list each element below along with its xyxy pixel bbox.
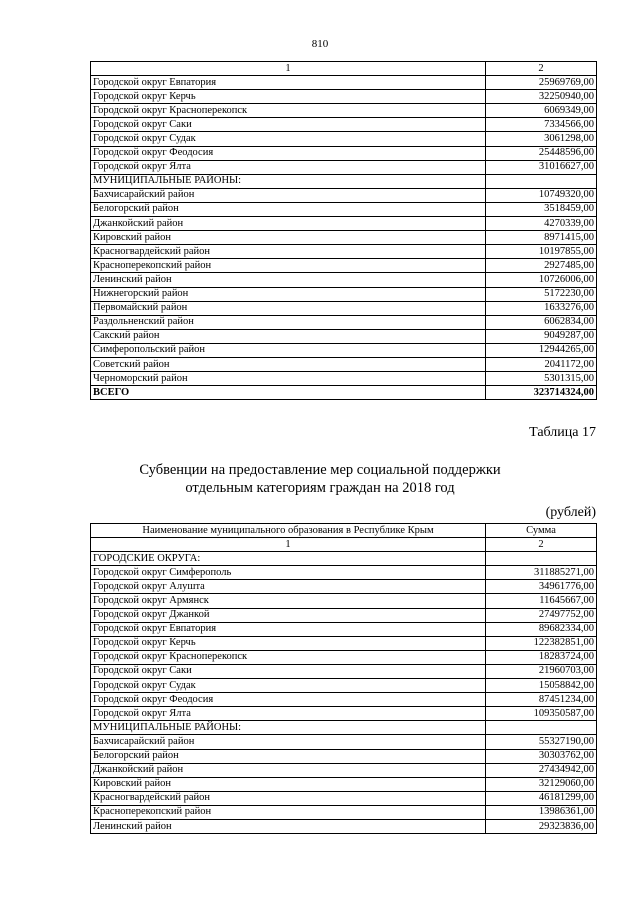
- amount-value: 31016627,00: [486, 160, 597, 174]
- municipality-name: Советский район: [91, 357, 486, 371]
- amount-value: 10749320,00: [486, 188, 597, 202]
- title-line: Субвенции на предоставление мер социальной поддержки: [139, 462, 501, 478]
- municipality-name: Городской округ Симферополь: [91, 566, 486, 580]
- municipality-name: Городской округ Красноперекопск: [91, 650, 486, 664]
- table-row: [91, 287, 597, 301]
- amount-value: 11645667,00: [486, 594, 597, 608]
- amount-value: 87451234,00: [486, 693, 597, 707]
- amount-value: 109350587,00: [486, 707, 597, 721]
- table-row: [91, 146, 597, 160]
- amount-value: 8971415,00: [486, 231, 597, 245]
- municipality-name: Городской округ Судак: [91, 132, 486, 146]
- municipality-name: Городской округ Судак: [91, 679, 486, 693]
- table-row: [91, 259, 597, 273]
- table-row: [91, 679, 597, 693]
- amount-value: 46181299,00: [486, 791, 597, 805]
- municipality-name: Красноперекопский район: [91, 805, 486, 819]
- municipality-name: Бахчисарайский район: [91, 735, 486, 749]
- municipality-name: Красноперекопский район: [91, 259, 486, 273]
- municipality-name: Городской округ Армянск: [91, 594, 486, 608]
- municipality-name: Городской округ Ялта: [91, 160, 486, 174]
- column-number: 1: [91, 62, 486, 76]
- municipality-name: Джанкойский район: [91, 763, 486, 777]
- column-number: 2: [486, 538, 597, 552]
- amount-value: 122382851,00: [486, 636, 597, 650]
- municipality-name: Первомайский район: [91, 301, 486, 315]
- amount-value: 15058842,00: [486, 679, 597, 693]
- table-row: [91, 791, 597, 805]
- table-row: [91, 357, 597, 371]
- municipality-name: Городской округ Саки: [91, 664, 486, 678]
- table-row: [91, 721, 597, 735]
- municipality-name: Раздольненский район: [91, 315, 486, 329]
- table-row: [91, 819, 597, 833]
- amount-value: 30303762,00: [486, 749, 597, 763]
- amount-value: 10197855,00: [486, 245, 597, 259]
- table-row: [91, 636, 597, 650]
- municipality-name: Черноморский район: [91, 372, 486, 386]
- amount-value: 311885271,00: [486, 566, 597, 580]
- title-line: отдельным категориям граждан на 2018 год: [185, 480, 455, 496]
- municipality-name: Красногвардейский район: [91, 791, 486, 805]
- table-row: [91, 315, 597, 329]
- amount-value: 13986361,00: [486, 805, 597, 819]
- amount-value: 9049287,00: [486, 329, 597, 343]
- amount-value: 5301315,00: [486, 372, 597, 386]
- municipality-name: Красногвардейский район: [91, 245, 486, 259]
- municipality-name: Бахчисарайский район: [91, 188, 486, 202]
- amount-value: 29323836,00: [486, 819, 597, 833]
- table-number-row: [91, 538, 597, 552]
- municipality-name: Городской округ Евпатория: [91, 622, 486, 636]
- amount-value: 6062834,00: [486, 315, 597, 329]
- table-row: [91, 805, 597, 819]
- amount-value: 32250940,00: [486, 90, 597, 104]
- table-row: [91, 343, 597, 357]
- table-row: [91, 104, 597, 118]
- table-row: [91, 132, 597, 146]
- column-number: 1: [91, 538, 486, 552]
- municipality-name: Городской округ Алушта: [91, 580, 486, 594]
- column-header: Наименование муниципального образования в Республике Крым: [91, 524, 486, 538]
- amount-value: 2927485,00: [486, 259, 597, 273]
- bottom-table: [90, 523, 597, 834]
- amount-value: 25448596,00: [486, 146, 597, 160]
- municipality-name: Городской округ Керчь: [91, 90, 486, 104]
- table-row: [91, 622, 597, 636]
- amount-value: 5172230,00: [486, 287, 597, 301]
- municipality-name: Городской округ Саки: [91, 118, 486, 132]
- table-row: [91, 693, 597, 707]
- table-row: [91, 749, 597, 763]
- amount-value: 89682334,00: [486, 622, 597, 636]
- amount-value: 7334566,00: [486, 118, 597, 132]
- table-row: [91, 273, 597, 287]
- table-row: [91, 231, 597, 245]
- amount-value: 6069349,00: [486, 104, 597, 118]
- table-title: [0, 461, 640, 497]
- amount-value: 55327190,00: [486, 735, 597, 749]
- municipality-name: Городской округ Евпатория: [91, 76, 486, 90]
- amount-value: 3061298,00: [486, 132, 597, 146]
- table-row: [91, 777, 597, 791]
- table-label: Таблица 17: [529, 425, 596, 440]
- municipality-name: ГОРОДСКИЕ ОКРУГА:: [91, 552, 486, 566]
- page-number: 810: [311, 38, 329, 50]
- municipality-name: Городской округ Феодосия: [91, 693, 486, 707]
- amount-value: 12944265,00: [486, 343, 597, 357]
- table-row: [91, 566, 597, 580]
- amount-value: 32129060,00: [486, 777, 597, 791]
- table-row: [91, 188, 597, 202]
- total-row: [91, 386, 597, 400]
- column-header: Сумма: [486, 524, 597, 538]
- table-row: [91, 580, 597, 594]
- table-row: [91, 174, 597, 188]
- table-row: [91, 608, 597, 622]
- municipality-name: Нижнегорский район: [91, 287, 486, 301]
- municipality-name: Сакский район: [91, 329, 486, 343]
- municipality-name: Городской округ Керчь: [91, 636, 486, 650]
- top-table: [90, 61, 597, 400]
- amount-value: 3518459,00: [486, 202, 597, 216]
- municipality-name: Кировский район: [91, 777, 486, 791]
- table-header-row: [91, 524, 597, 538]
- municipality-name: МУНИЦИПАЛЬНЫЕ РАЙОНЫ:: [91, 174, 486, 188]
- municipality-name: ВСЕГО: [91, 386, 486, 400]
- amount-value: 27434942,00: [486, 763, 597, 777]
- column-number: 2: [486, 62, 597, 76]
- table-row: [91, 217, 597, 231]
- amount-value: 34961776,00: [486, 580, 597, 594]
- municipality-name: Городской округ Ялта: [91, 707, 486, 721]
- table-row: [91, 202, 597, 216]
- municipality-name: Кировский район: [91, 231, 486, 245]
- table-row: [91, 594, 597, 608]
- amount-value: 10726006,00: [486, 273, 597, 287]
- table-row: [91, 372, 597, 386]
- amount-value: 18283724,00: [486, 650, 597, 664]
- table-row: [91, 245, 597, 259]
- municipality-name: Городской округ Джанкой: [91, 608, 486, 622]
- table-row: [91, 329, 597, 343]
- table-row: [91, 707, 597, 721]
- table-row: [91, 664, 597, 678]
- amount-value: 21960703,00: [486, 664, 597, 678]
- table-row: [91, 90, 597, 104]
- table-row: [91, 301, 597, 315]
- amount-value: 27497752,00: [486, 608, 597, 622]
- table-row: [91, 650, 597, 664]
- amount-value: 2041172,00: [486, 357, 597, 371]
- unit-label: (рублей): [545, 505, 596, 520]
- table-row: [91, 118, 597, 132]
- table-header-row: [91, 62, 597, 76]
- municipality-name: Симферопольский район: [91, 343, 486, 357]
- table-row: [91, 735, 597, 749]
- municipality-name: Ленинский район: [91, 273, 486, 287]
- amount-value: 323714324,00: [486, 386, 597, 400]
- municipality-name: Белогорский район: [91, 202, 486, 216]
- amount-value: 25969769,00: [486, 76, 597, 90]
- amount-value: 1633276,00: [486, 301, 597, 315]
- municipality-name: Джанкойский район: [91, 217, 486, 231]
- table-row: [91, 160, 597, 174]
- municipality-name: МУНИЦИПАЛЬНЫЕ РАЙОНЫ:: [91, 721, 486, 735]
- municipality-name: Ленинский район: [91, 819, 486, 833]
- municipality-name: Белогорский район: [91, 749, 486, 763]
- amount-value: [486, 721, 597, 735]
- table-row: [91, 76, 597, 90]
- table-row: [91, 763, 597, 777]
- municipality-name: Городской округ Феодосия: [91, 146, 486, 160]
- amount-value: 4270339,00: [486, 217, 597, 231]
- amount-value: [486, 174, 597, 188]
- amount-value: [486, 552, 597, 566]
- municipality-name: Городской округ Красноперекопск: [91, 104, 486, 118]
- table-row: [91, 552, 597, 566]
